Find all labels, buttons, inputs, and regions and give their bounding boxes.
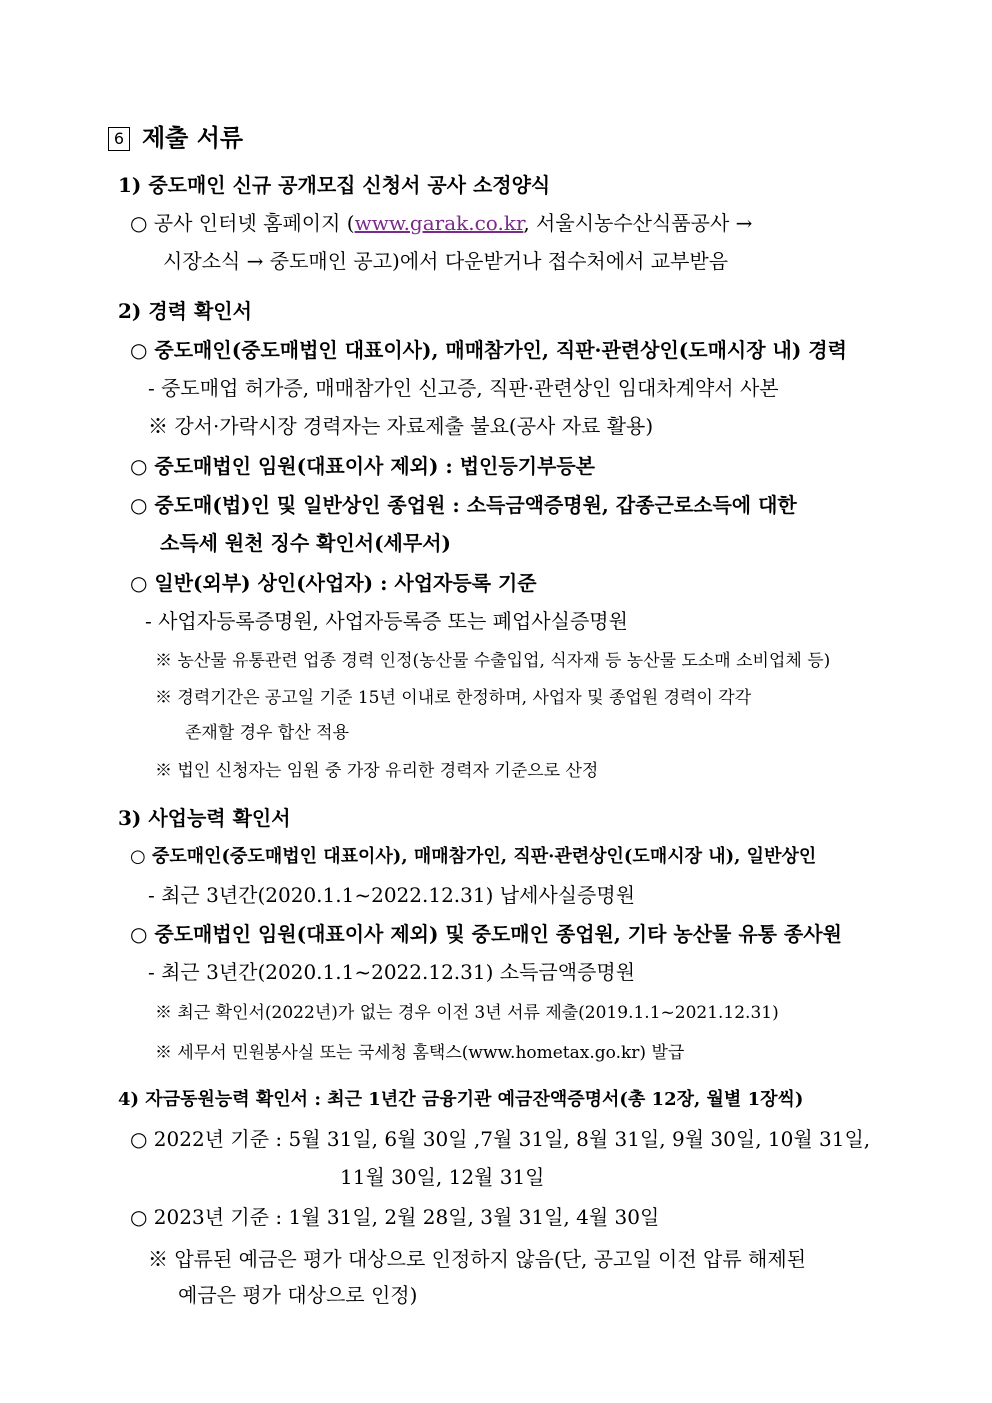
item3-bullet-2: ○ 중도매법인 임원(대표이사 제외) 및 중도매인 종업원, 기타 농산물 유통 종사원 bbox=[130, 922, 842, 946]
item2-bullet-3: ○ 중도매(법)인 및 일반상인 종업원 : 소득금액증명원, 갑종근로소득에 대한 bbox=[130, 493, 797, 517]
item3-bullet-1-dash: - 최근 3년간(2020.1.1~2022.12.31) 납세사실증명원 bbox=[148, 883, 636, 907]
item3-bullet-1: ○ 중도매인(중도매법인 대표이사), 매매참가인, 직판·관련상인(도매시장 내), 일반상인 bbox=[130, 846, 817, 867]
item4-note: ※ 압류된 예금은 평가 대상으로 인정하지 않음(단, 공고일 이전 압류 해제된 bbox=[148, 1247, 807, 1271]
item4-heading: 4) 자금동원능력 확인서 : 최근 1년간 금융기관 예금잔액증명서(총 12장, 월별 1장씩) bbox=[118, 1089, 804, 1110]
item2-note-1: ※ 농산물 유통관련 업종 경력 인정(농산물 수출입업, 식자재 등 농산물 도소매 소비업체 등) bbox=[155, 651, 831, 671]
item2-note-3: ※ 법인 신청자는 임원 중 가장 유리한 경력자 기준으로 산정 bbox=[155, 761, 599, 781]
item3-bullet-2-dash: - 최근 3년간(2020.1.1~2022.12.31) 소득금액증명원 bbox=[148, 960, 636, 984]
item2-note-2: ※ 경력기간은 공고일 기준 15년 이내로 한정하며, 사업자 및 종업원 경력이 각각 bbox=[155, 688, 752, 708]
item2-heading: 2) 경력 확인서 bbox=[118, 299, 252, 323]
item2-bullet-4: ○ 일반(외부) 상인(사업자) : 사업자등록 기준 bbox=[130, 571, 537, 595]
item3-note-2: ※ 세무서 민원봉사실 또는 국세청 홈택스(www.hometax.go.kr) 발급 bbox=[155, 1043, 685, 1063]
item2-bullet-1: ○ 중도매인(중도매법인 대표이사), 매매참가인, 직판·관련상인(도매시장 내) 경력 bbox=[130, 338, 847, 362]
item2-bullet-4-dash: - 사업자등록증명원, 사업자등록증 또는 폐업사실증명원 bbox=[145, 609, 628, 633]
section-number-box: 6 bbox=[108, 127, 130, 151]
item2-bullet-1-dash: - 중도매업 허가증, 매매참가인 신고증, 직판·관련상인 임대차계약서 사본 bbox=[148, 376, 779, 400]
item2-bullet-1-note: ※ 강서·가락시장 경력자는 자료제출 불요(공사 자료 활용) bbox=[148, 414, 654, 438]
item1-bullet-pre: ○ 공사 인터넷 홈페이지 ( bbox=[130, 211, 355, 235]
item1-bullet-post: , 서울시농수산식품공사 → bbox=[523, 211, 753, 235]
item2-bullet-3-cont: 소득세 원천 징수 확인서(세무서) bbox=[160, 531, 451, 555]
item2-note-2-cont: 존재할 경우 합산 적용 bbox=[185, 723, 350, 743]
item1-bullet-cont: 시장소식 → 중도매인 공고)에서 다운받거나 접수처에서 교부받음 bbox=[163, 249, 729, 273]
item3-heading: 3) 사업능력 확인서 bbox=[118, 806, 291, 830]
item4-bullet-1: ○ 2022년 기준 : 5월 31일, 6월 30일 ,7월 31일, 8월 31일, 9월 30일, 10월 31일, bbox=[130, 1127, 871, 1151]
section-title-text: 제출 서류 bbox=[142, 124, 244, 152]
garak-link[interactable]: www.garak.co.kr bbox=[354, 211, 524, 235]
item4-bullet-1-cont: 11월 30일, 12월 31일 bbox=[340, 1165, 545, 1189]
item1-heading: 1) 중도매인 신규 공개모집 신청서 공사 소정양식 bbox=[118, 173, 551, 197]
item1-bullet bbox=[130, 209, 752, 237]
item4-note-cont: 예금은 평가 대상으로 인정) bbox=[178, 1283, 418, 1307]
section-title bbox=[108, 124, 243, 152]
item3-note-1: ※ 최근 확인서(2022년)가 없는 경우 이전 3년 서류 제출(2019.1.1~2021.12.31) bbox=[155, 1003, 779, 1023]
item2-bullet-2: ○ 중도매법인 임원(대표이사 제외) : 법인등기부등본 bbox=[130, 454, 595, 478]
item4-bullet-2: ○ 2023년 기준 : 1월 31일, 2월 28일, 3월 31일, 4월 30일 bbox=[130, 1205, 660, 1229]
